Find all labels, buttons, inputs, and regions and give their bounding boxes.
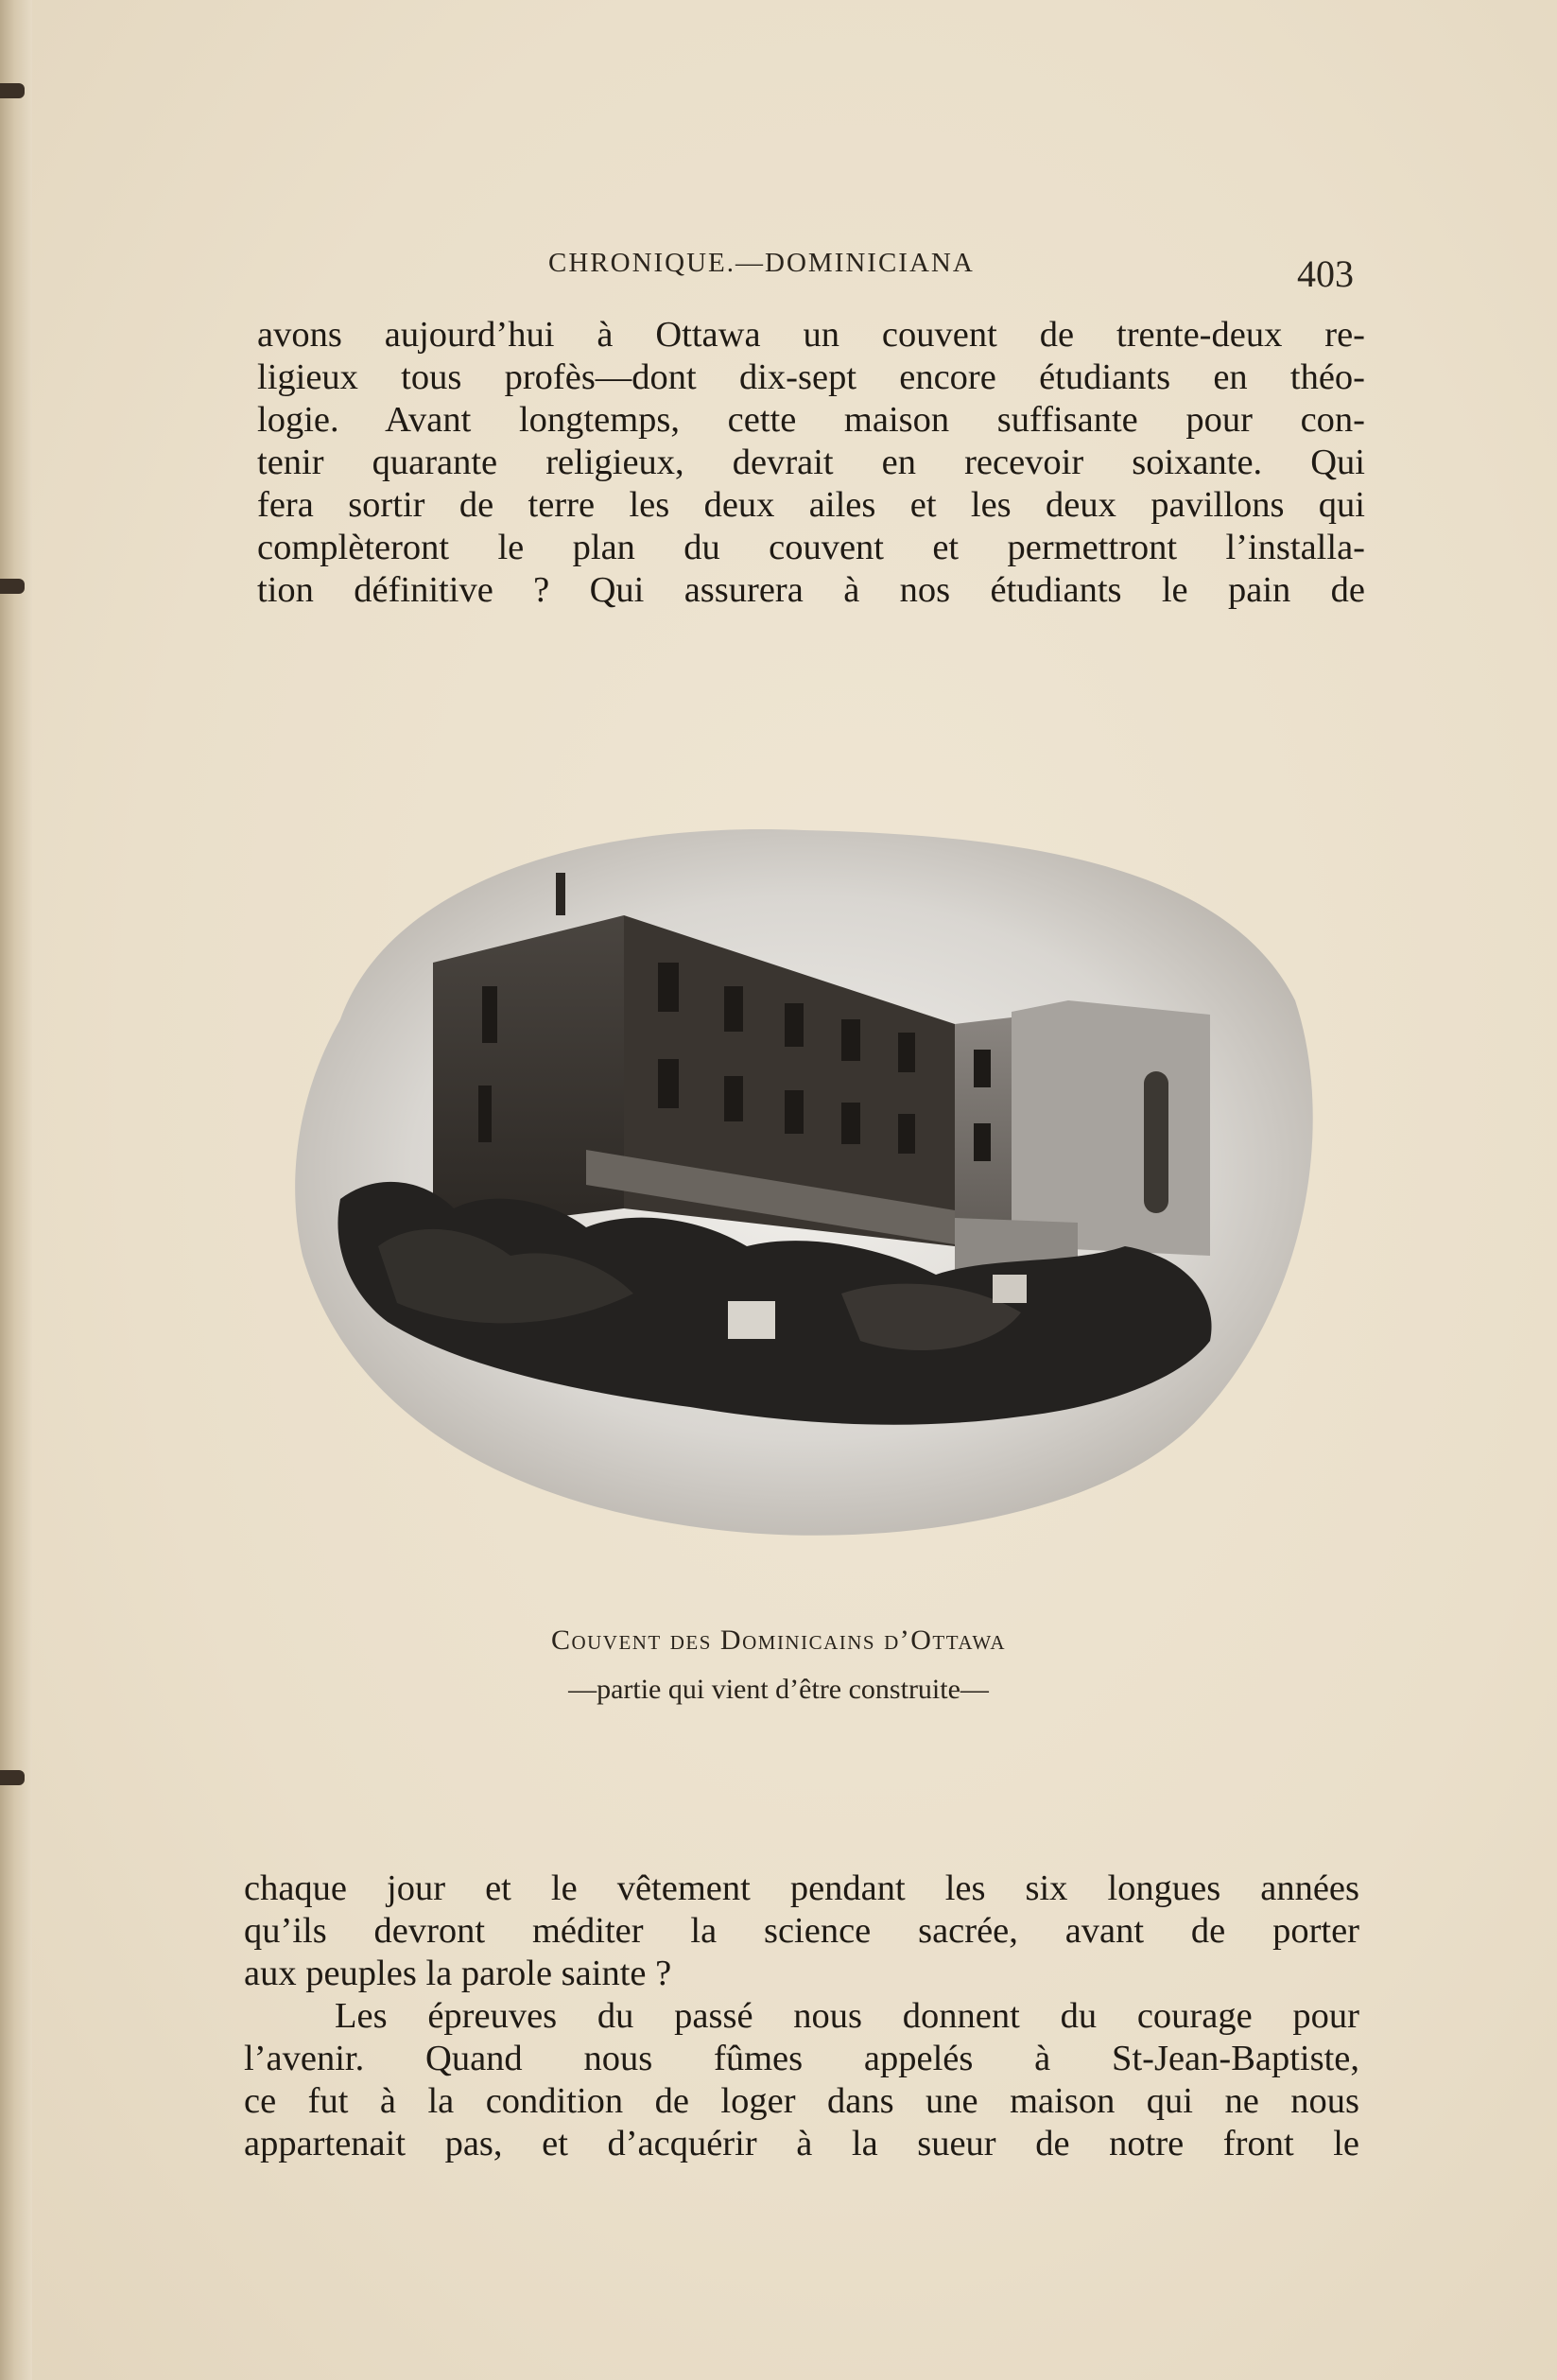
text-line: tion définitive ? Qui assurera à nos étudiants le pain de	[257, 570, 1365, 610]
book-spine	[0, 0, 32, 2380]
binding-thread-mark	[0, 83, 25, 98]
figure-caption-title: Couvent des Dominicains d’Ottawa	[550, 1624, 1007, 1656]
text-line: chaque jour et le vêtement pendant les six longues années	[244, 1868, 1359, 1908]
text-line: tenir quarante religieux, devrait en recevoir soixante. Qui	[257, 443, 1365, 482]
text-line: qu’ils devront méditer la science sacrée, avant de porter	[244, 1911, 1359, 1951]
text-line: ce fut à la condition de loger dans une maison qui ne nous	[244, 2081, 1359, 2121]
running-head: CHRONIQUE.—DOMINICIANA	[548, 248, 975, 278]
text-line: complèteront le plan du couvent et permettront l’installa-	[257, 528, 1365, 567]
text-line: logie. Avant longtemps, cette maison suffisante pour con-	[257, 400, 1365, 440]
page-number: 403	[1297, 252, 1354, 295]
text-line: ligieux tous profès—dont dix-sept encore étudiants en théo-	[257, 357, 1365, 397]
convent-photograph	[274, 802, 1333, 1558]
figure-caption-subtitle: —partie qui vient d’être construite—	[568, 1674, 989, 1705]
text-line: fera sortir de terre les deux ailes et les deux pavillons qui	[257, 485, 1365, 525]
paragraph-bottom	[244, 1868, 1359, 2165]
binding-thread-mark	[0, 579, 25, 594]
binding-thread-mark	[0, 1770, 25, 1785]
text-line: avons aujourd’hui à Ottawa un couvent de trente-deux re-	[257, 315, 1365, 355]
text-line: appartenait pas, et d’acquérir à la sueur de notre front le	[244, 2124, 1359, 2163]
paragraph-top	[257, 314, 1365, 612]
text-line: l’avenir. Quand nous fûmes appelés à St-Jean-Baptiste,	[244, 2039, 1359, 2078]
convent-photo-illustration	[274, 802, 1333, 1558]
text-line: aux peuples la parole sainte ?	[244, 1954, 672, 1993]
text-line: Les épreuves du passé nous donnent du courage pour	[335, 1996, 1359, 2036]
